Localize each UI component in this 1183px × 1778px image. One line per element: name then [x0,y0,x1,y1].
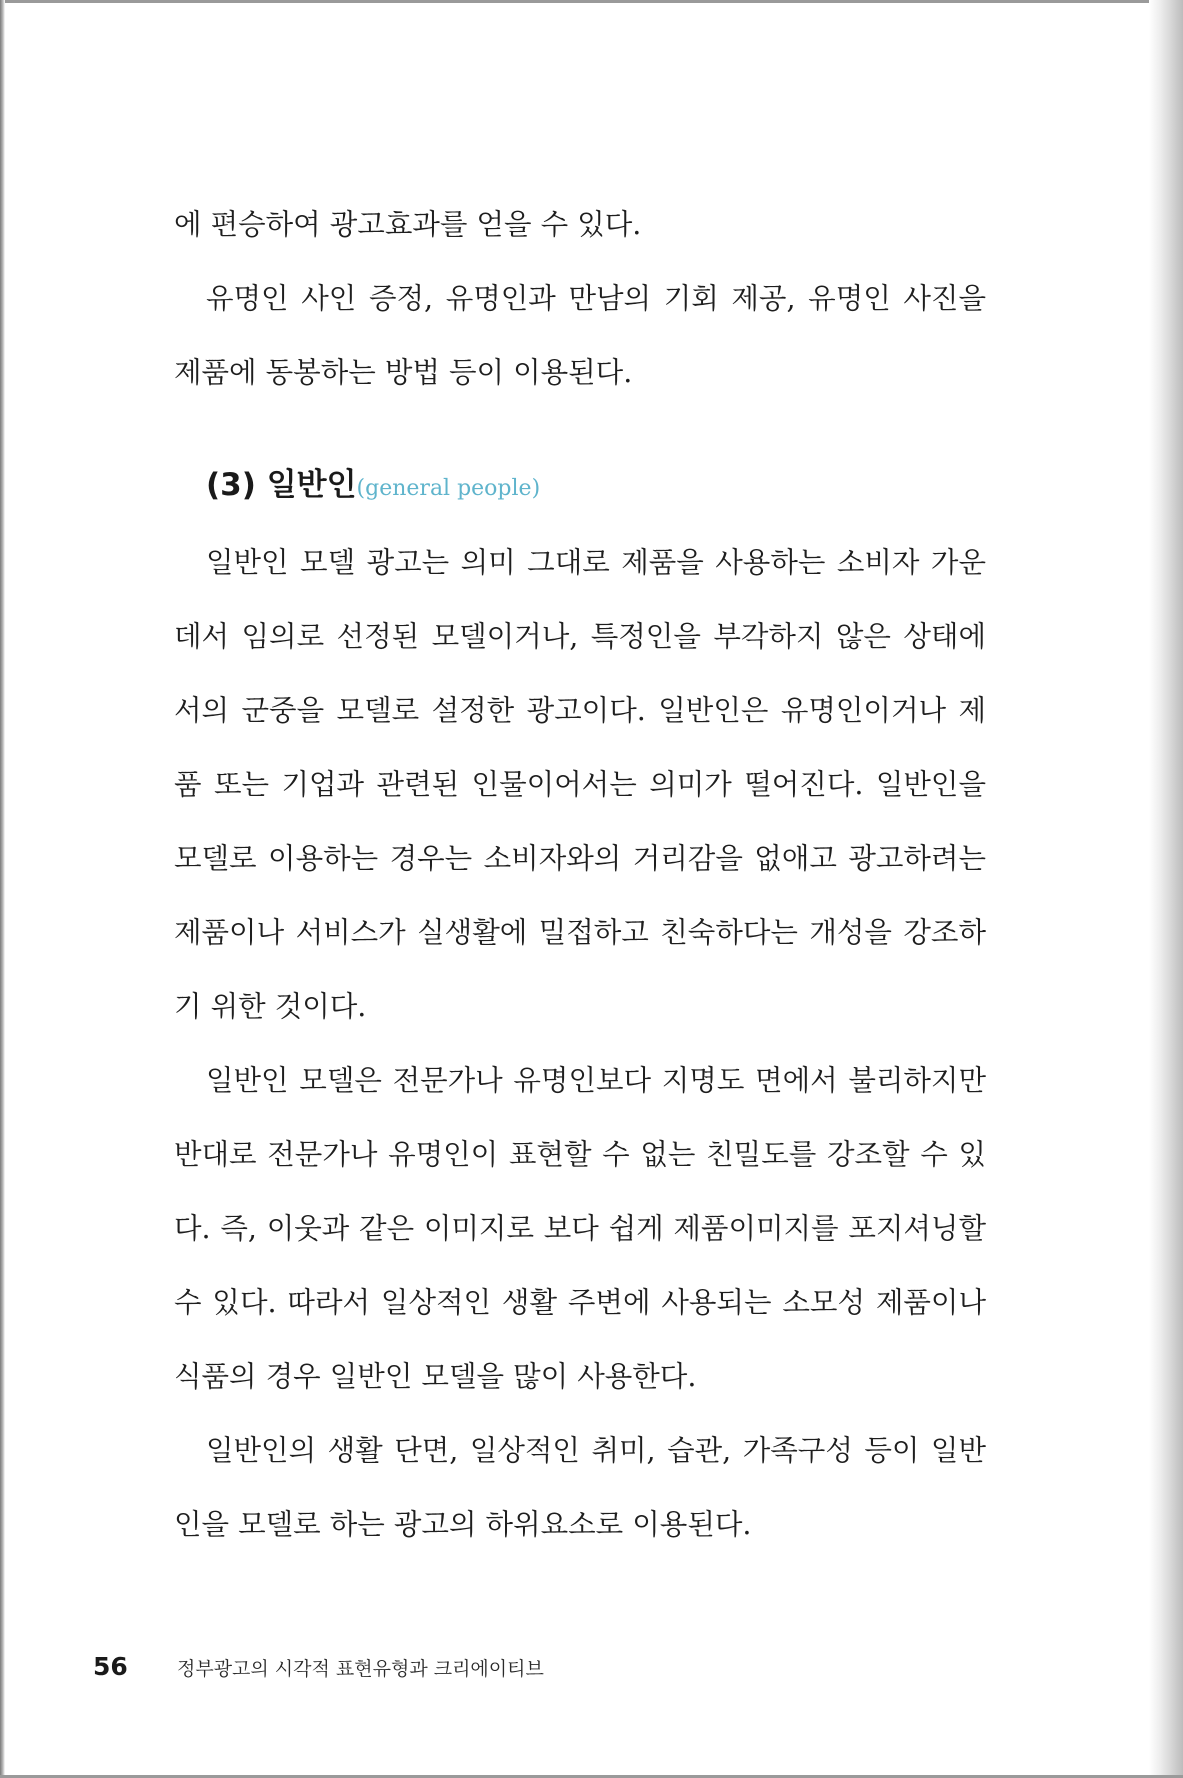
section-title: (3) 일반인 [206,467,357,503]
page-edge-right-shadow [1149,0,1183,1778]
section-heading [174,448,986,526]
page-edge-top [0,0,1183,3]
paragraph-celebrity-methods: 유명인 사인 증정, 유명인과 만남의 기회 제공, 유명인 사진을 제품에 동봉하는 방법 등이 이용된다. [174,282,986,389]
paragraph-general-model-definition: 일반인 모델 광고는 의미 그대로 제품을 사용하는 소비자 가운데서 임의로 선정된 모델이거나, 특정인을 부각하지 않은 상태에서의 군중을 모델로 설정한 광고이다. 일반인은 유명인이거나 제품 또는 기업과 관련된 인물이어서는 의미가 떨어진다. 일반인을 모델로 이용하는 경우는 소비자와의 거리감을 없애고 광고하려는 제품이나 서비스가 실생활에 밀접하고 친숙하다는 개성을 강조하기 위한 것이다. [174,546,986,1023]
body-text [174,188,986,1562]
paragraph-continuation: 에 편승하여 광고효과를 얻을 수 있다. [174,208,642,241]
page-edge-left [0,0,5,1778]
page-number: 56 [93,1652,128,1681]
running-title: 정부광고의 시각적 표현유형과 크리에이티브 [177,1658,544,1680]
paragraph-general-model-elements: 일반인의 생활 단면, 일상적인 취미, 습관, 가족구성 등이 일반인을 모델로 하는 광고의 하위요소로 이용된다. [174,1434,986,1541]
section-title-english: (general people) [356,476,541,501]
paragraph-general-model-intimacy: 일반인 모델은 전문가나 유명인보다 지명도 면에서 불리하지만 반대로 전문가나 유명인이 표현할 수 없는 친밀도를 강조할 수 있다. 즉, 이웃과 같은 이미지로 보다 쉽게 제품이미지를 포지셔닝할 수 있다. 따라서 일상적인 생활 주변에 사용되는 소모성 제품이나 식품의 경우 일반인 모델을 많이 사용한다. [174,1064,986,1393]
page-footer [93,1652,544,1692]
